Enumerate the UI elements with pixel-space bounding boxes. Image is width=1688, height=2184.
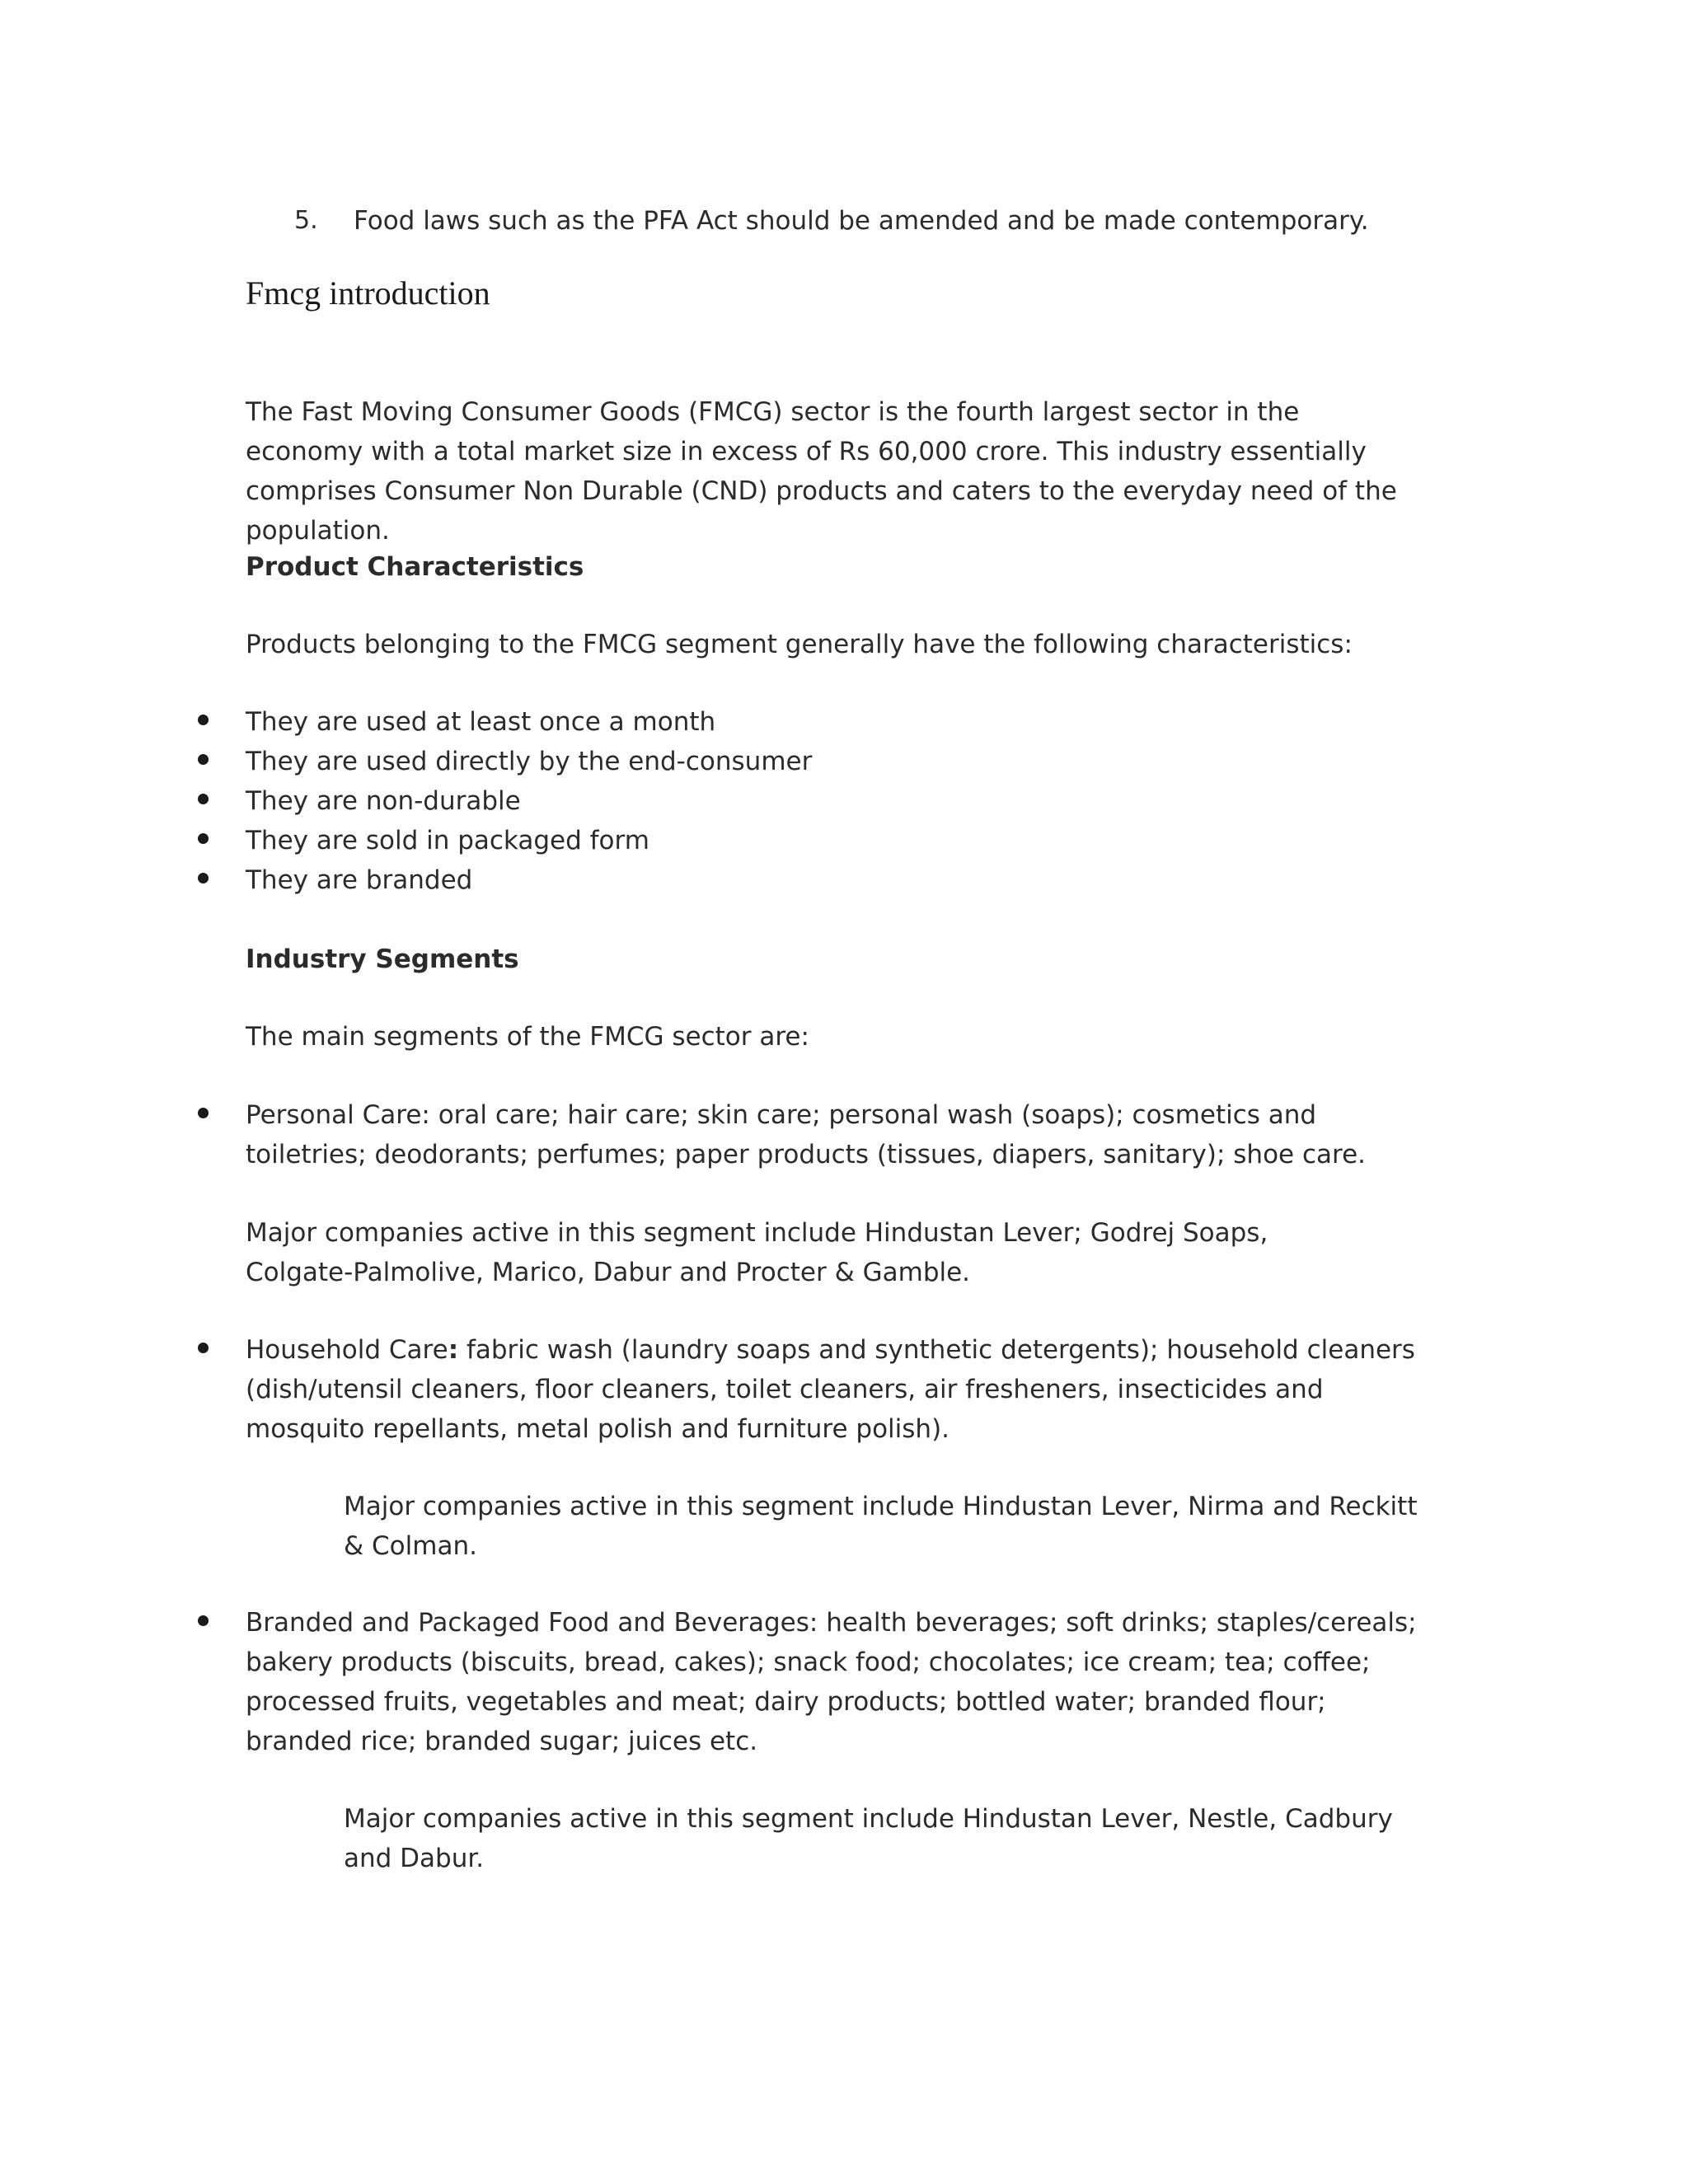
bullet-icon <box>198 754 209 765</box>
product-characteristics-heading: Product Characteristics <box>246 552 584 582</box>
household-care-companies: Major companies active in this segment include Hindustan Lever, Nirma and Reckitt & Colman. <box>344 1492 1418 1561</box>
intro-paragraph: The Fast Moving Consumer Goods (FMCG) sector is the fourth largest sector in the economy with a total market size in excess of Rs 60,000 crore. This industry essentially comprises Consumer Non Durable (CND) products and caters to the everyday need of the population. <box>246 397 1397 546</box>
bullet-icon <box>198 833 209 844</box>
list-item: They are branded <box>246 865 473 895</box>
household-care-label: Household Care <box>246 1335 448 1365</box>
list-number: 5. <box>294 206 318 235</box>
bullet-icon <box>198 1108 209 1118</box>
section-title: Fmcg introduction <box>246 274 490 312</box>
household-care-text: fabric wash (laundry soaps and synthetic detergents); household cleaners (dish/utensil cleaners, floor cleaners, toilet cleaners, air fresheners, insecticides and mosquito repellants, metal polish and furniture polish). <box>246 1335 1415 1444</box>
list-item: They are used directly by the end-consumer <box>246 747 813 776</box>
list-item: They are sold in packaged form <box>246 826 649 855</box>
food-beverages-segment: Branded and Packaged Food and Beverages: health beverages; soft drinks; staples/cereals; bakery products (biscuits, bread, cakes); snack food; chocolates; ice cream; tea; coffee; processed fruits, vegetables and meat; dairy products; bottled water; branded flour; branded rice; branded sugar; juices etc. <box>246 1608 1417 1756</box>
household-care-colon: : <box>448 1335 459 1365</box>
product-characteristics-lead: Products belonging to the FMCG segment generally have the following characteristics: <box>246 630 1353 659</box>
bullet-icon <box>198 1343 209 1353</box>
bullet-icon <box>198 1615 209 1626</box>
industry-segments-heading: Industry Segments <box>246 944 519 974</box>
bullet-icon <box>198 794 209 804</box>
food-beverages-companies: Major companies active in this segment include Hindustan Lever, Nestle, Cadbury and Dabur. <box>344 1804 1393 1873</box>
list-item: They are non-durable <box>246 786 521 816</box>
bullet-icon <box>198 715 209 725</box>
bullet-icon <box>198 873 209 883</box>
industry-segments-lead: The main segments of the FMCG sector are: <box>246 1022 809 1052</box>
household-care-segment <box>246 1330 1432 1449</box>
numbered-item-text: Food laws such as the PFA Act should be amended and be made contemporary. <box>354 206 1369 236</box>
list-item: They are used at least once a month <box>246 707 716 737</box>
personal-care-companies: Major companies active in this segment include Hindustan Lever; Godrej Soaps, Colgate-Palmolive, Marico, Dabur and Procter & Gamble. <box>246 1218 1268 1287</box>
personal-care-segment: Personal Care: oral care; hair care; skin care; personal wash (soaps); cosmetics and toiletries; deodorants; perfumes; paper products (tissues, diapers, sanitary); shoe care. <box>246 1100 1366 1169</box>
